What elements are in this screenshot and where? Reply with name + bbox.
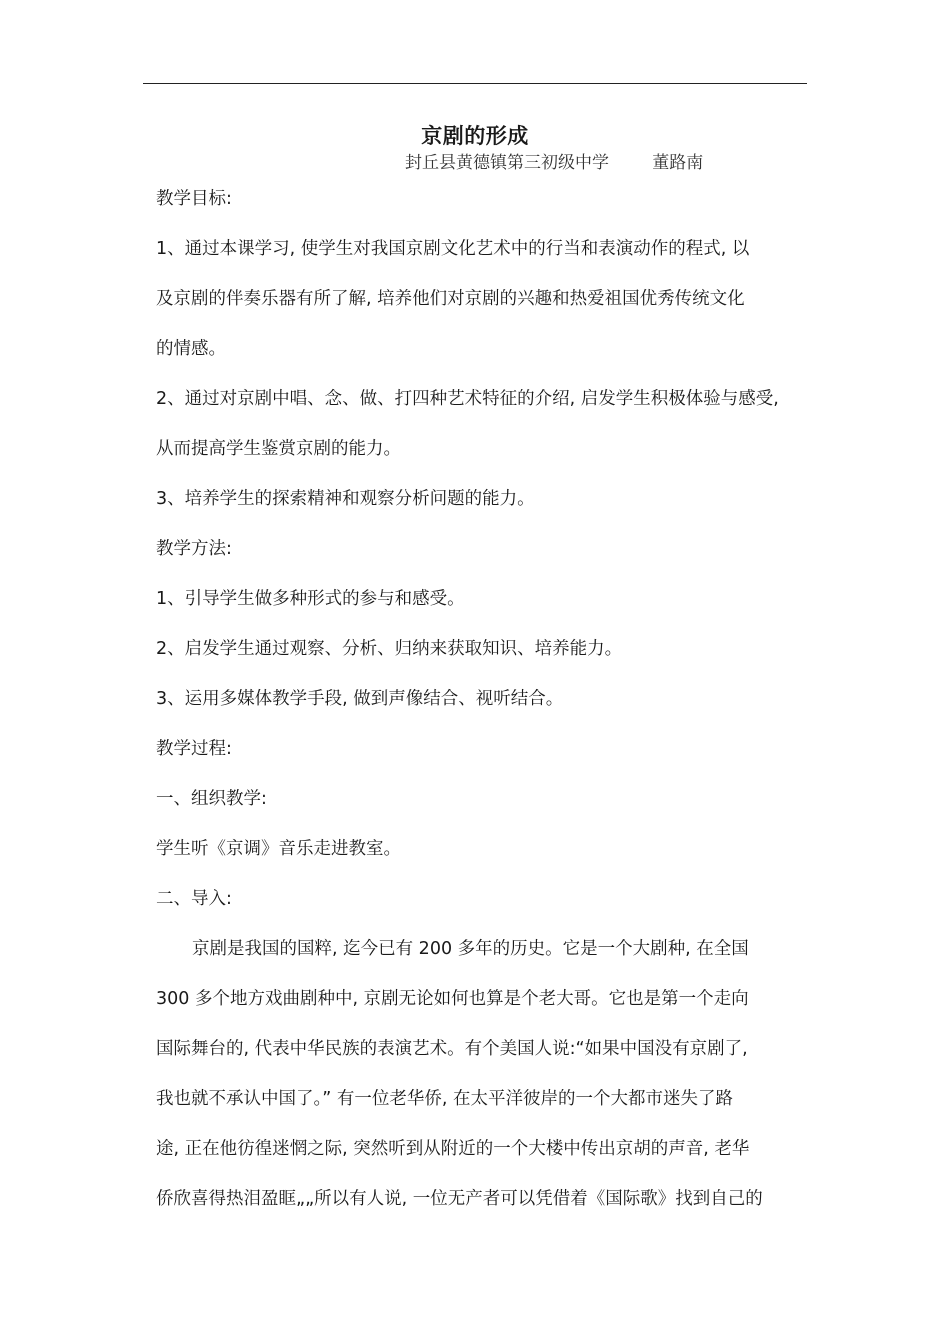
text-line: 3、培养学生的探索精神和观察分析问题的能力。 xyxy=(156,489,535,509)
text-line: 学生听《京调》音乐走进教室。 xyxy=(156,839,401,859)
text-line: 1、引导学生做多种形式的参与和感受。 xyxy=(156,589,465,609)
text-line: 国际舞台的, 代表中华民族的表演艺术。有个美国人说:“如果中国没有京剧了, xyxy=(156,1039,748,1059)
text-line: 的情感。 xyxy=(156,339,226,359)
text-line: 侨欣喜得热泪盈眶„„所以有人说, 一位无产者可以凭借着《国际歌》找到自己的 xyxy=(156,1189,763,1209)
text-line: 2、通过对京剧中唱、念、做、打四种艺术特征的介绍, 启发学生积极体验与感受, xyxy=(156,389,779,409)
text-line: 2、启发学生通过观察、分析、归纳来获取知识、培养能力。 xyxy=(156,639,623,659)
subsection-heading: 一、组织教学: xyxy=(156,789,267,809)
text-line: 300 多个地方戏曲剧种中, 京剧无论如何也算是个老大哥。它也是第一个走向 xyxy=(156,989,749,1009)
text-line: 1、通过本课学习, 使学生对我国京剧文化艺术中的行当和表演动作的程式, 以 xyxy=(156,239,750,259)
paragraph-first-line: 京剧是我国的国粹, 迄今已有 200 多年的历史。它是一个大剧种, 在全国 xyxy=(192,939,749,959)
section-heading-process: 教学过程: xyxy=(156,739,232,759)
text-line: 从而提高学生鉴赏京剧的能力。 xyxy=(156,439,401,459)
text-line: 途, 正在他彷徨迷惘之际, 突然听到从附近的一个大楼中传出京胡的声音, 老华 xyxy=(156,1139,750,1159)
section-heading-objectives: 教学目标: xyxy=(156,189,232,209)
section-heading-methods: 教学方法: xyxy=(156,539,232,559)
text-line: 3、运用多媒体教学手段, 做到声像结合、视听结合。 xyxy=(156,689,564,709)
subsection-heading: 二、导入: xyxy=(156,889,232,909)
page-title: 京剧的形成 xyxy=(421,124,529,148)
author-byline: 封丘县黄德镇第三初级中学 董路南 xyxy=(405,153,704,173)
document-body xyxy=(156,187,811,1237)
text-line: 我也就不承认中国了。” 有一位老华侨, 在太平洋彼岸的一个大都市迷失了路 xyxy=(156,1089,734,1109)
header-rule xyxy=(143,83,807,84)
text-line: 及京剧的伴奏乐器有所了解, 培养他们对京剧的兴趣和热爱祖国优秀传统文化 xyxy=(156,289,745,309)
